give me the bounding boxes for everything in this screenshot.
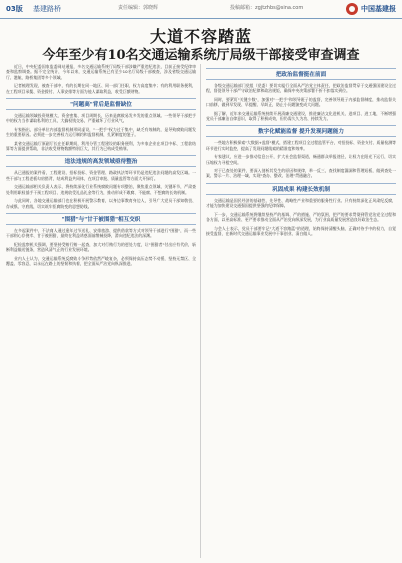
article-subtitle: 今年至少有10名交通运输系统厅局级干部接受审查调查	[42, 48, 360, 63]
body-paragraph: 据了解，近年来交通运输系统持续开展清廉交通建设，推进廉洁文化进机关、进项目、进工地，不断增强党员干部廉洁自律意识，取得了积极成效，但仍需久久为功、持续发力。	[206, 110, 396, 122]
section-heading: 巩固成果 构建长效机制	[206, 183, 396, 195]
article-title: 大道不容踏蓝	[149, 27, 252, 46]
body-paragraph: 对于已查处的案件，要深入剖析其发生的原因和规律，举一反三，查找制度漏洞和管理短板，做到查处一案、警示一片、治理一域，实现"查办、整改、治理"贯通融合。	[206, 168, 396, 179]
body-paragraph: 一些地方积极探索"大数据+监督"模式，搭建工程项目全过程监管平台，对招投标、资金支付、质量检测等环节进行实时监控，提高了发现问题线索的精准度和效率。	[206, 140, 396, 151]
body-paragraph: 业内人士认为，交通运输系统反腐败斗争形势依然严峻复杂，必须保持高压态势不动摇，坚持无禁区、全覆盖、零容忍，以永远在路上的坚韧和执着，把全面从严治党向纵深推进。	[6, 255, 196, 266]
body-paragraph: 专家建议，应进一步推动信息公开，扩大社会监督渠道，畅通群众举报途径，让权力在阳光下运行，切实压缩权力寻租空间。	[206, 154, 396, 165]
body-paragraph: 记者梳理发现，被查干部中，有的长期在同一地区、同一部门任职，权力高度集中；有的利用职务便利，在工程项目承揽、资金拨付、人事安排等方面为他人谋取利益，收受巨额财物。	[6, 83, 196, 94]
right-column	[206, 64, 396, 239]
page-number: 03版	[6, 5, 23, 13]
left-column	[6, 64, 196, 269]
section-heading: "围猎"与"甘于被围猎"相互交织	[6, 213, 196, 225]
column-divider	[200, 64, 201, 558]
section-heading: 把政治监督挺在前面	[206, 68, 396, 80]
logo-text: 中国基建报	[361, 5, 396, 13]
body-paragraph: 各级交通运输部门党组（党委）要切实履行全面从严治党主体责任，把政治监督贯穿于交通强国建设全过程，督促领导干部严守政治纪律和政治规矩，确保中央决策部署不折不扣落实到位。	[206, 83, 396, 94]
body-paragraph: 专家指出，部分单位内部监督机制形同虚设，"一把手"权力过于集中，缺乏有效制约，是导致腐败问题发生的重要原因。必须进一步完善权力运行制约和监督机制，扎紧制度的笼子。	[6, 126, 196, 138]
editor-credit: 责任编辑：郭晓辉	[118, 5, 159, 11]
body-paragraph: 从已通报的案件看，工程建设、招标投标、资金管理、路政执法等环节仍是违纪违法问题的高发区域。一些干部与工程老板勾肩搭背，结成利益共同体，在项目审批、质量监管等方面大开绿灯。	[6, 170, 196, 181]
body-paragraph: 下一步，交通运输系统将继续坚持严的基调、严的措施、严的氛围，把严的要求贯彻到管党治党全过程和各方面，以更高标准、更严要求推动全面从严治党向纵深发展，为行业高质量发展营造良好政治生态。	[206, 211, 396, 223]
column-name: 基建路桥	[33, 5, 61, 13]
section-heading: 违法违规的高发领域亟待整治	[6, 155, 196, 167]
body-paragraph: 与此同时，各地交通运输部门也在积极开展警示教育，以身边事教育身边人，引导广大党员干部知敬畏、存戒惧、守底线，切实筑牢拒腐防变的思想防线。	[6, 198, 196, 209]
body-paragraph: 近日，中央纪委国家监委网站通报，多名交通运输系统厅局级干部涉嫌严重违纪违法，目前正接受纪律审查和监察调查。据不完全统计，今年以来，交通运输系统已有至少10名厅局级干部被查，涉及省级交通运输厅、港航、路桥集团等多个领域。	[6, 64, 196, 80]
body-paragraph: 纪检监察机关强调，要坚持受贿行贿一起查，加大对行贿行为的惩处力度，让"围猎者"付出应有代价，斩断利益输送链条，营造风清气正的行业发展环境。	[6, 241, 196, 253]
body-paragraph: 在多起案件中，不法商人通过逢年过节送礼、安排旅游、提供借款等方式对领导干部进行"围猎"，而一些干部则心存侥幸、甘于被围猎，最终在利益诱惑面前缴械投降，滑向违纪违法的深渊。	[6, 227, 196, 239]
body-paragraph: 与会人士表示，党员干部要牢记"大道不容踏蓝"的道理，始终保持清醒头脑，正确对待手中的权力，自觉接受监督，在新时代交通运输事业发展中干事创业、清白做人。	[206, 225, 396, 236]
body-paragraph: 交通运输领域投资规模大、资金密集、项目周期长，历来是腐败易发多发的重点领域。一些领导干部把手中的权力当作谋取私利的工具，大搞权钱交易，严重破坏了行业风气。	[6, 113, 196, 124]
section-heading: "问题高"背后是监督缺位	[6, 98, 196, 110]
contact-email: 投稿邮箱：zgjtzhbs@sina.com	[230, 5, 304, 11]
section-heading: 数字化赋能监督 提升发现问题能力	[206, 125, 396, 137]
body-paragraph: 某省交通运输厅原副厅长在任职期间，利用分管工程建设的职务便利，为多家企业在项目中标、工程款结算等方面提供帮助，非法收受财物数额特别巨大，其行为已构成受贿罪。	[6, 140, 196, 152]
body-paragraph: 交通运输是国民经济的基础性、先导性、战略性产业和重要的服务性行业。只有持续深化正风肃纪反腐，才能为加快建设交通强国提供坚强的纪律保障。	[206, 197, 396, 209]
newspaper-logo	[346, 2, 394, 16]
logo-emblem-icon	[346, 3, 358, 15]
page-header	[0, 0, 402, 19]
body-paragraph: 同时，要紧盯"关键少数"，加强对"一把手"和领导班子的监督，完善领导班子内部监督制度，推动监督关口前移，做到早发现、早提醒、早纠正，防止小问题演变成大问题。	[206, 96, 396, 108]
body-paragraph: 交通运输部相关负责人表示，将持续深化行业系统腐败问题专项整治，聚焦重点领域、关键环节，严肃查处利用职权插手干预工程项目、违规收受礼品礼金等行为，推动形成不敢腐、不能腐、不想腐的长效机制。	[6, 184, 196, 195]
